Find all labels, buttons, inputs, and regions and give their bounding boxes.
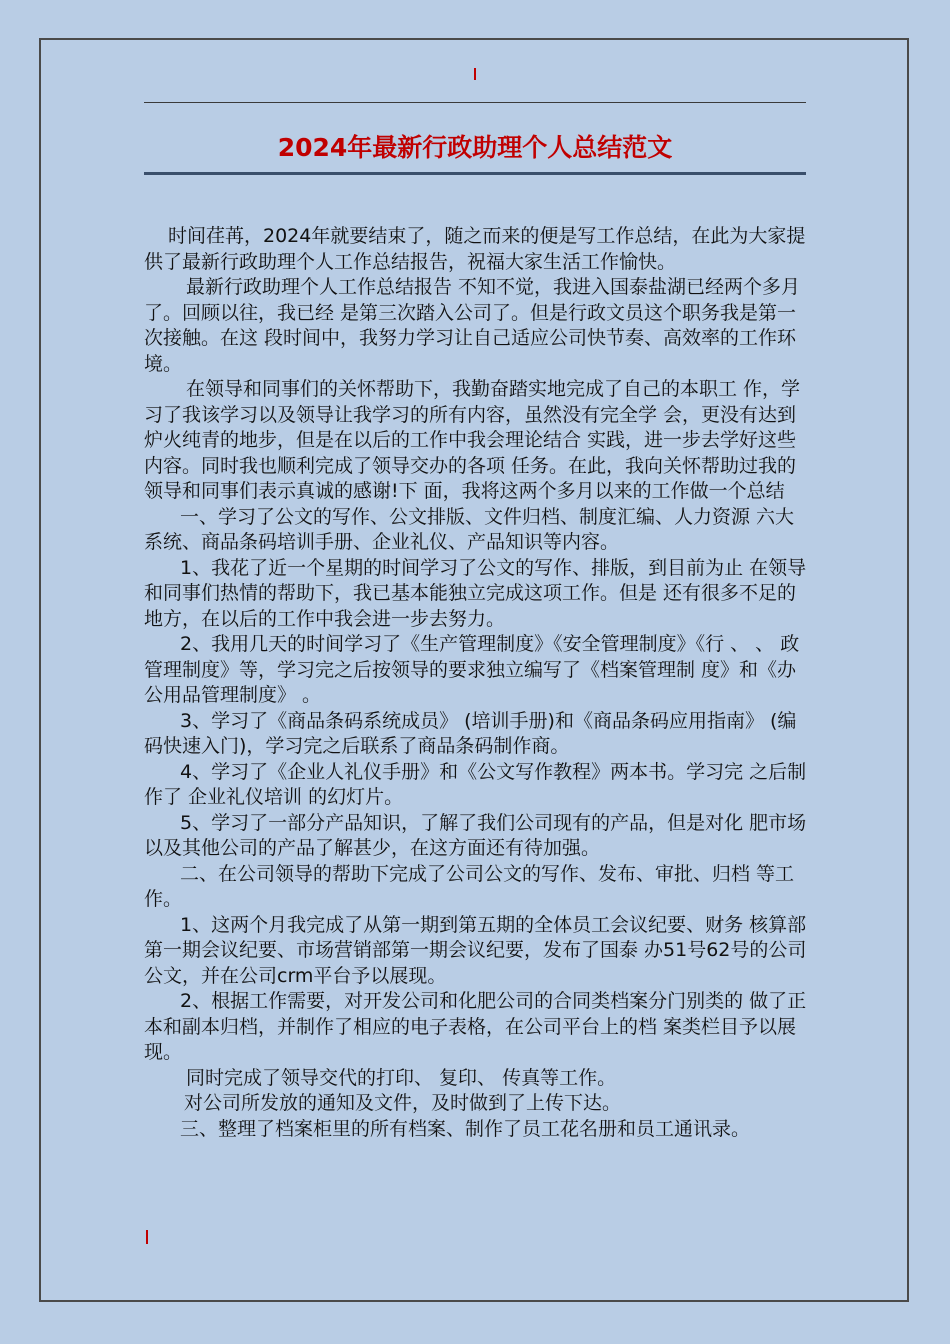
paragraph: 3、学习了《商品条码系统成员》 (培训手册)和《商品条码应用指南》 (编码快速入门)，学习完之后联系了商品条码制作商。 — [144, 709, 797, 757]
document-title: 2024年最新行政助理个人总结范文 — [277, 133, 673, 162]
paragraph: 1、我花了近一个星期的时间学习了公文的写作、排版，到目前为止 在领导和同事们热情的帮助下，我已基本能独立完成这项工作。但是 还有很多不足的地方，在以后的工作中我会进一步去努力。 — [144, 556, 807, 630]
header-rule — [144, 102, 806, 103]
document-body — [144, 224, 808, 1142]
paragraph: 对公司所发放的通知及文件，及时做到了上传下达。 — [184, 1092, 622, 1114]
paragraph: 最新行政助理个人工作总结报告 不知不觉，我进入国泰盐湖已经两个多月了。回顾以往，我已经 是第三次踏入公司了。但是行政文员这个职务我是第一次接触。在这 段时间中，我努力学习让自己适应公司快节奏、高效率的工作环境。 — [144, 276, 801, 375]
paragraph: 1、这两个月我完成了从第一期到第五期的全体员工会议纪要、财务 核算部第一期会议纪要、市场营销部第一期会议纪要，发布了国泰 办51号62号的公司公文，并在公司crm平台予以展现。 — [144, 913, 807, 987]
paragraph: 三、整理了档案柜里的所有档案、制作了员工花名册和员工通讯录。 — [180, 1117, 751, 1140]
title-rule — [144, 172, 806, 175]
paragraph: 同时完成了领导交代的打印、 复印、 传真等工作。 — [186, 1066, 617, 1089]
header-mark — [474, 68, 476, 80]
paragraph: 一、学习了公文的写作、公文排版、文件归档、制度汇编、人力资源 六大系统、商品条码培训手册、企业礼仪、产品知识等内容。 — [144, 505, 795, 553]
footer-mark — [146, 1230, 148, 1244]
paragraph: 在领导和同事们的关怀帮助下，我勤奋踏实地完成了自己的本职工 作，学习了我该学习以及领导让我学习的所有内容，虽然没有完全学 会，更没有达到炉火纯青的地步，但是在以后的工作中我会理论结合 实践，进一步去学好这些内容。同时我也顺利完成了领导交办的各项 任务。在此，我向关怀帮助过我的领导和同事们表示真诚的感谢!下 面，我将这两个多月以来的工作做一个总结 — [144, 378, 801, 502]
paragraph: 时间荏苒，2024年就要结束了，随之而来的便是写工作总结，在此为大家提供了最新行政助理个人工作总结报告，祝福大家生活工作愉快。 — [144, 225, 806, 273]
paragraph: 2、根据工作需要，对开发公司和化肥公司的合同类档案分门别类的 做了正本和副本归档，并制作了相应的电子表格，在公司平台上的档 案类栏目予以展现。 — [144, 990, 807, 1063]
paragraph: 4、学习了《企业人礼仪手册》和《公文写作教程》两本书。学习完 之后制作了 企业礼仪培训 的幻灯片。 — [144, 760, 807, 808]
paragraph: 2、我用几天的时间学习了《生产管理制度》《安全管理制度》《行 、 、 政管理制度》等，学习完之后按领导的要求独立编写了《档案管理制 度》和《办公用品管理制度》 。 — [144, 633, 800, 706]
paragraph: 二、在公司领导的帮助下完成了公司公文的写作、发布、审批、归档 等工作。 — [144, 862, 795, 910]
paragraph: 5、学习了一部分产品知识，了解了我们公司现有的产品，但是对化 肥市场以及其他公司的产品了解甚少，在这方面还有待加强。 — [144, 811, 807, 859]
